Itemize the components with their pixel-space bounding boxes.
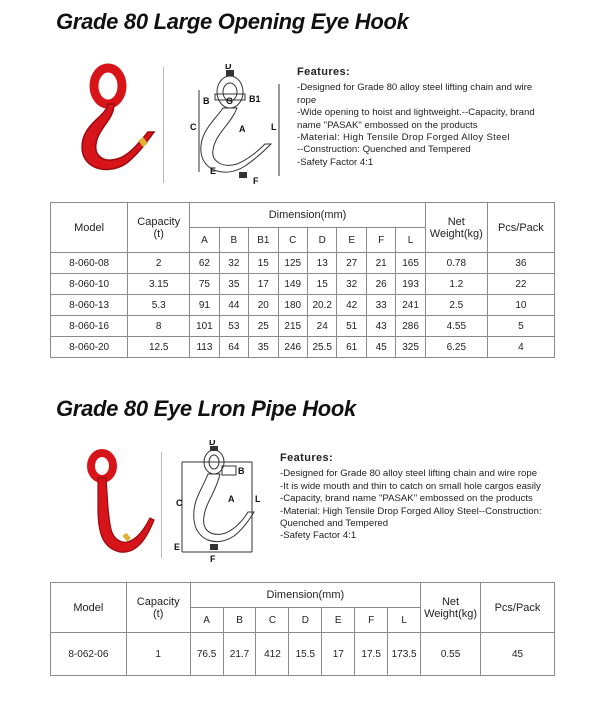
table-cell: 17.5	[355, 633, 388, 676]
drawing-label-g: G	[226, 96, 234, 106]
table-cell: 246	[278, 337, 307, 358]
feature-line: -Safety Factor 4:1	[297, 156, 374, 168]
table-cell: 35	[219, 274, 248, 295]
table-cell: 22	[487, 274, 554, 295]
table-cell: 91	[190, 295, 219, 316]
feature-line: rope	[297, 94, 317, 106]
table-cell: 76.5	[190, 633, 223, 676]
drawing-label-f: F	[253, 176, 259, 186]
table-cell: 165	[396, 253, 425, 274]
table-cell: 64	[219, 337, 248, 358]
table-cell: 36	[487, 253, 554, 274]
table-cell: 113	[190, 337, 219, 358]
header-dimension: Dimension(mm)	[190, 583, 420, 608]
table-cell: 1	[126, 633, 190, 676]
feature-line: Quenched and Tempered	[280, 518, 389, 530]
table-cell: 42	[337, 295, 366, 316]
drawing-label-f: F	[210, 554, 216, 564]
eye-pipe-hook-drawing	[172, 440, 264, 564]
header-capacity: Capacity (t)	[128, 203, 190, 253]
table-cell: 35	[249, 337, 278, 358]
table-cell: 1.2	[425, 274, 487, 295]
feature-line: -Material: High Tensile Drop Forged Alloy Steel--Construction:	[280, 505, 542, 517]
table-cell: 27	[337, 253, 366, 274]
section2-features	[280, 452, 570, 543]
drawing-label-b: B	[203, 96, 210, 106]
section1-features	[297, 66, 562, 169]
large-opening-eye-hook-photo	[70, 62, 160, 180]
table-cell: 20	[249, 295, 278, 316]
table-cell: 44	[219, 295, 248, 316]
dimension-col-header: A	[190, 228, 219, 253]
table-cell: 6.25	[425, 337, 487, 358]
table-cell: 0.78	[425, 253, 487, 274]
table-cell: 24	[308, 316, 337, 337]
dimension-col-header: D	[308, 228, 337, 253]
table-cell: 25.5	[308, 337, 337, 358]
table-cell: 4	[487, 337, 554, 358]
header-pcs-pack: Pcs/Pack	[481, 583, 555, 633]
table-cell: 45	[366, 337, 395, 358]
table-row	[51, 274, 555, 295]
feature-line: -Designed for Grade 80 alloy steel lifting chain and wire rope	[280, 468, 538, 480]
dimension-col-header: L	[396, 228, 425, 253]
table-cell: 12.5	[128, 337, 190, 358]
table-cell: 193	[396, 274, 425, 295]
table-cell: 32	[337, 274, 366, 295]
table-cell: 75	[190, 274, 219, 295]
table-cell: 215	[278, 316, 307, 337]
table-cell: 8-060-08	[51, 253, 128, 274]
section1-divider	[163, 67, 164, 183]
table-cell: 21.7	[223, 633, 256, 676]
table-cell: 325	[396, 337, 425, 358]
table-cell: 8-062-06	[51, 633, 127, 676]
drawing-label-l: L	[255, 494, 261, 504]
dimension-col-header: C	[278, 228, 307, 253]
drawing-label-c: C	[190, 122, 197, 132]
drawing-label-a: A	[228, 494, 235, 504]
dimension-col-header: L	[388, 608, 421, 633]
section2-spec-table	[50, 582, 555, 676]
table-cell: 32	[219, 253, 248, 274]
drawing-label-d: D	[209, 440, 216, 447]
table-cell: 8-060-10	[51, 274, 128, 295]
table-cell: 286	[396, 316, 425, 337]
table-cell: 8-060-13	[51, 295, 128, 316]
header-pcs-pack: Pcs/Pack	[487, 203, 554, 253]
features-heading: Features:	[297, 66, 351, 78]
header-net-weight: Net Weight(kg)	[425, 203, 487, 253]
table-cell: 62	[190, 253, 219, 274]
large-opening-eye-hook-drawing	[185, 64, 285, 186]
table-cell: 2.5	[425, 295, 487, 316]
table-cell: 15	[308, 274, 337, 295]
feature-line: -Material: High Tensile Drop Forged Alloy Steel	[297, 132, 510, 144]
dimension-col-header: B1	[249, 228, 278, 253]
feature-line: -Designed for Grade 80 alloy steel lifting chain and wire	[297, 82, 533, 94]
table-cell: 2	[128, 253, 190, 274]
table-cell: 15.5	[289, 633, 322, 676]
dimension-col-header: B	[219, 228, 248, 253]
table-cell: 13	[308, 253, 337, 274]
table-cell: 17	[322, 633, 355, 676]
table-cell: 21	[366, 253, 395, 274]
table-cell: 5.3	[128, 295, 190, 316]
feature-line: -Capacity, brand name "PASAK" embossed on the products	[280, 493, 533, 505]
dimension-col-header: A	[190, 608, 223, 633]
table-cell: 412	[256, 633, 289, 676]
table-cell: 15	[249, 253, 278, 274]
header-model: Model	[51, 583, 127, 633]
table-cell: 26	[366, 274, 395, 295]
feature-line: --Construction: Quenched and Tempered	[297, 144, 471, 156]
table-cell: 53	[219, 316, 248, 337]
drawing-label-a: A	[239, 124, 246, 134]
feature-line: name "PASAK" embossed on the products	[297, 119, 478, 131]
table-row	[51, 253, 555, 274]
drawing-label-d: D	[225, 64, 232, 71]
section1-title: Grade 80 Large Opening Eye Hook	[56, 9, 409, 34]
table-cell: 8-060-16	[51, 316, 128, 337]
dimension-col-header: E	[337, 228, 366, 253]
table-cell: 61	[337, 337, 366, 358]
table-cell: 43	[366, 316, 395, 337]
table-cell: 0.55	[421, 633, 481, 676]
table-row	[51, 337, 555, 358]
dimension-col-header: F	[355, 608, 388, 633]
table-cell: 20.2	[308, 295, 337, 316]
table-cell: 241	[396, 295, 425, 316]
table-cell: 10	[487, 295, 554, 316]
table-cell: 25	[249, 316, 278, 337]
table-cell: 101	[190, 316, 219, 337]
table-row	[51, 633, 555, 676]
header-model: Model	[51, 203, 128, 253]
table-cell: 3.15	[128, 274, 190, 295]
table-cell: 173.5	[388, 633, 421, 676]
drawing-label-l: L	[271, 122, 277, 132]
drawing-label-c: C	[176, 498, 183, 508]
table-cell: 8-060-20	[51, 337, 128, 358]
table-cell: 33	[366, 295, 395, 316]
table-cell: 51	[337, 316, 366, 337]
table-cell: 180	[278, 295, 307, 316]
table-cell: 45	[481, 633, 555, 676]
feature-line: -It is wide mouth and thin to catch on small hole cargos easily	[280, 480, 541, 492]
table-row	[51, 295, 555, 316]
feature-line: -Safety Factor 4:1	[280, 530, 357, 542]
drawing-label-e: E	[210, 166, 217, 176]
drawing-label-b: B	[238, 466, 245, 476]
table-cell: 5	[487, 316, 554, 337]
dimension-col-header: F	[366, 228, 395, 253]
section2-divider	[161, 452, 162, 558]
table-cell: 125	[278, 253, 307, 274]
section1-spec-table	[50, 202, 555, 358]
table-cell: 8	[128, 316, 190, 337]
table-row	[51, 316, 555, 337]
drawing-label-b1: B1	[249, 94, 261, 104]
dimension-col-header: B	[223, 608, 256, 633]
table-cell: 4.55	[425, 316, 487, 337]
header-net-weight: Net Weight(kg)	[421, 583, 481, 633]
dimension-col-header: E	[322, 608, 355, 633]
features-heading: Features:	[280, 452, 334, 464]
table-cell: 149	[278, 274, 307, 295]
dimension-col-header: C	[256, 608, 289, 633]
feature-line: -Wide opening to hoist and lightweight.--Capacity, brand	[297, 107, 535, 119]
drawing-label-e: E	[174, 542, 181, 552]
dimension-col-header: D	[289, 608, 322, 633]
section2-title: Grade 80 Eye Lron Pipe Hook	[56, 396, 356, 421]
table-cell: 17	[249, 274, 278, 295]
header-capacity: Capacity (t)	[126, 583, 190, 633]
header-dimension: Dimension(mm)	[190, 203, 426, 228]
eye-pipe-hook-photo	[80, 448, 160, 556]
